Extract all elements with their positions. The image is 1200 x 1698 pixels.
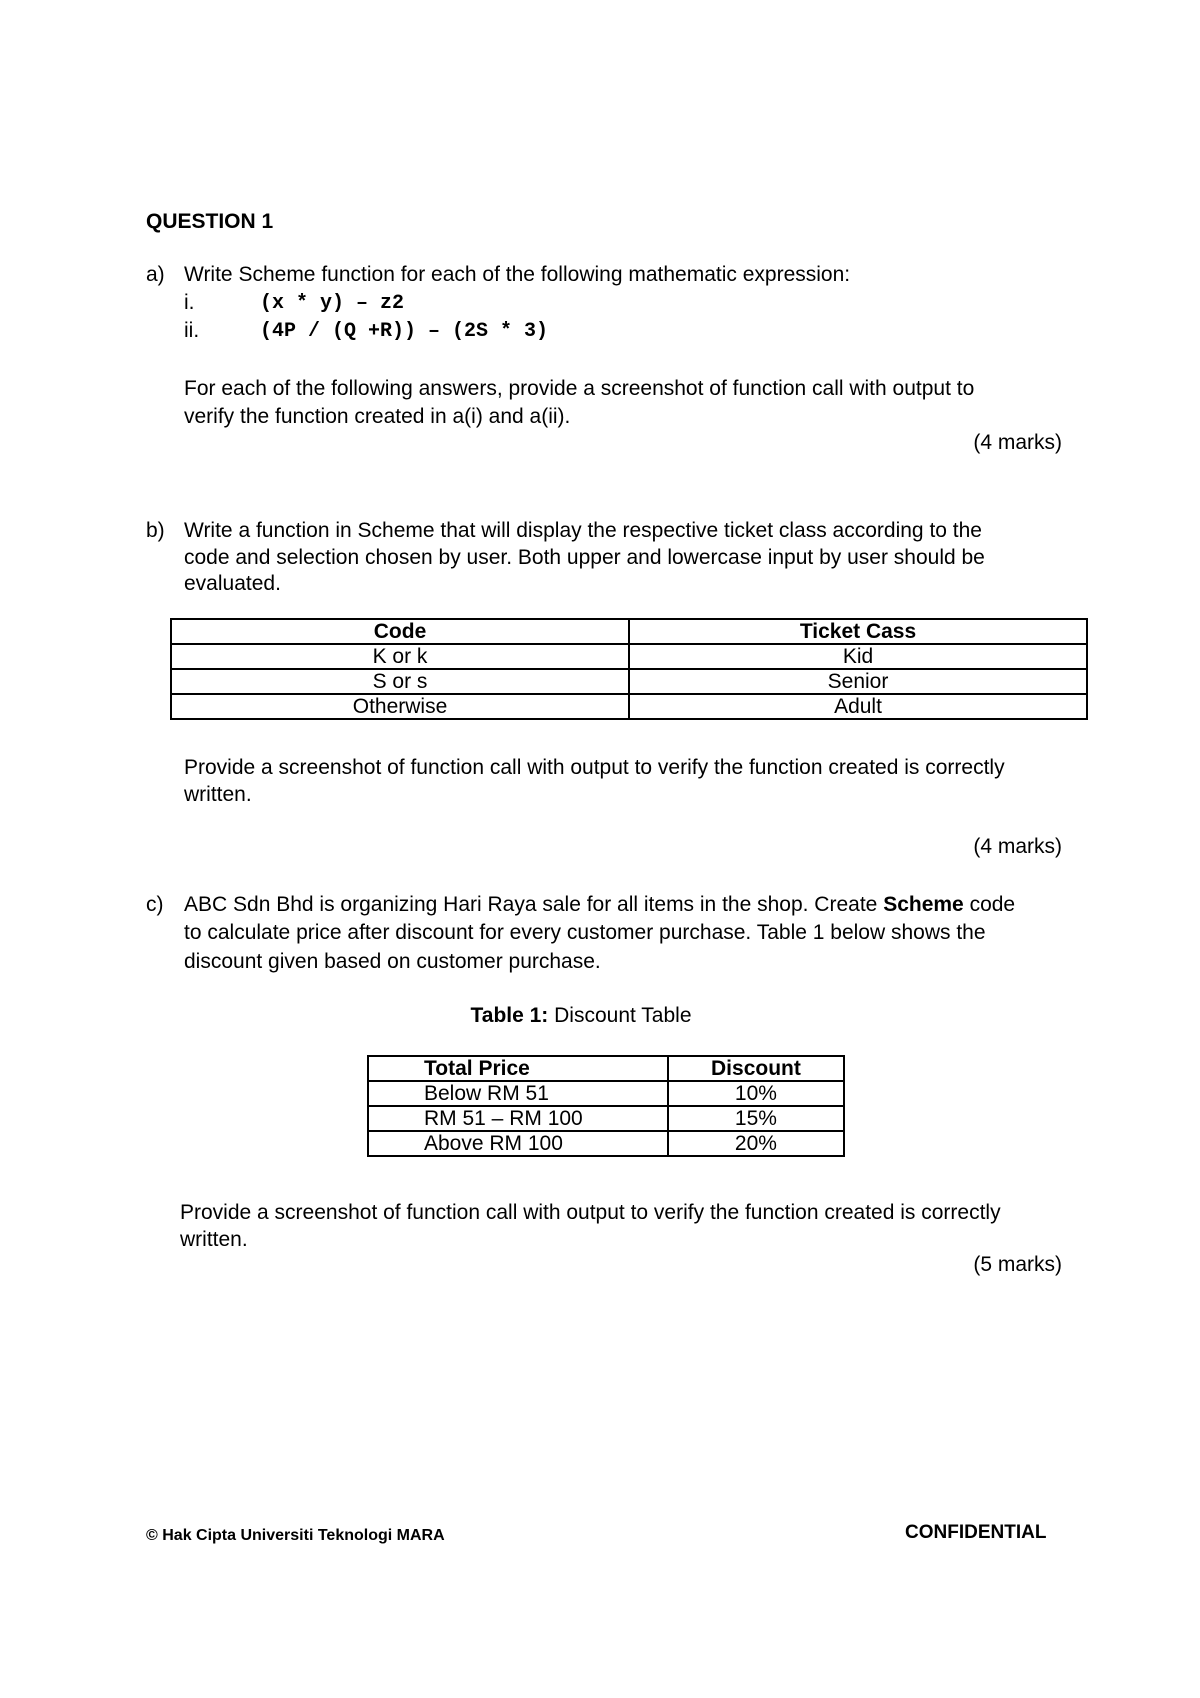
ticket-class-table	[170, 618, 1088, 720]
item-i-expression: (x * y) – z2	[260, 292, 405, 315]
part-b-after-line2: written.	[184, 783, 252, 806]
table-header-row	[368, 1056, 844, 1081]
item-ii-label: ii.	[184, 319, 200, 342]
column-header-ticket-class: Ticket Cass	[629, 619, 1087, 644]
table-cell: K or k	[171, 644, 629, 669]
discount-table	[367, 1055, 845, 1157]
table-cell: Senior	[629, 669, 1087, 694]
table-cell: Adult	[629, 694, 1087, 719]
part-a-paragraph-line2: verify the function created in a(i) and a(ii).	[184, 405, 571, 428]
part-c-line2: to calculate price after discount for every customer purchase. Table 1 below shows the	[184, 921, 986, 944]
part-c-label: c)	[146, 893, 164, 916]
part-c-line1-end: code	[963, 893, 1016, 916]
table-cell: RM 51 – RM 100	[368, 1106, 668, 1131]
part-a-paragraph-line1: For each of the following answers, provide a screenshot of function call with output to	[184, 377, 975, 400]
table-row	[368, 1081, 844, 1106]
footer-confidential: CONFIDENTIAL	[905, 1522, 1047, 1543]
part-c-after-line1: Provide a screenshot of function call with output to verify the function created is correctly	[180, 1201, 1001, 1224]
table-caption-text: Discount Table	[548, 1004, 692, 1027]
table-cell: 10%	[668, 1081, 844, 1106]
part-a-marks: (4 marks)	[973, 431, 1062, 454]
table-header-row	[171, 619, 1087, 644]
table-caption	[0, 1002, 1162, 1030]
part-c-line1-start: ABC Sdn Bhd is organizing Hari Raya sale for all items in the shop. Create	[184, 893, 884, 916]
part-b-line1: Write a function in Scheme that will display the respective ticket class according to the	[184, 519, 982, 542]
part-c-after-line2: written.	[180, 1228, 248, 1251]
part-a-text: Write Scheme function for each of the following mathematic expression:	[184, 263, 851, 286]
part-b-label: b)	[146, 519, 165, 542]
item-ii-expression: (4P / (Q +R)) – (2S * 3)	[260, 320, 549, 343]
table-row	[368, 1106, 844, 1131]
part-c-marks: (5 marks)	[973, 1253, 1062, 1276]
column-header-code: Code	[171, 619, 629, 644]
table-cell: Below RM 51	[368, 1081, 668, 1106]
table-cell: Otherwise	[171, 694, 629, 719]
column-header-discount: Discount	[668, 1056, 844, 1081]
footer-copyright: © Hak Cipta Universiti Teknologi MARA	[146, 1527, 445, 1544]
table-row	[171, 644, 1087, 669]
item-i-label: i.	[184, 291, 195, 314]
table-row	[171, 669, 1087, 694]
table-cell: Kid	[629, 644, 1087, 669]
table-cell: 15%	[668, 1106, 844, 1131]
part-b-line3: evaluated.	[184, 572, 281, 595]
column-header-total-price: Total Price	[368, 1056, 668, 1081]
table-cell: Above RM 100	[368, 1131, 668, 1156]
part-a-label: a)	[146, 263, 165, 286]
part-c-line1	[184, 891, 1015, 919]
part-b-line2: code and selection chosen by user. Both upper and lowercase input by user should be	[184, 546, 985, 569]
table-cell: 20%	[668, 1131, 844, 1156]
table-row	[171, 694, 1087, 719]
part-c-line1-bold: Scheme	[883, 893, 964, 916]
table-row	[368, 1131, 844, 1156]
part-c-line3: discount given based on customer purchase.	[184, 950, 601, 973]
part-b-marks: (4 marks)	[973, 835, 1062, 858]
question-title: QUESTION 1	[146, 210, 274, 233]
part-b-after-line1: Provide a screenshot of function call with output to verify the function created is correctly	[184, 756, 1005, 779]
table-caption-label: Table 1:	[470, 1004, 549, 1027]
table-cell: S or s	[171, 669, 629, 694]
